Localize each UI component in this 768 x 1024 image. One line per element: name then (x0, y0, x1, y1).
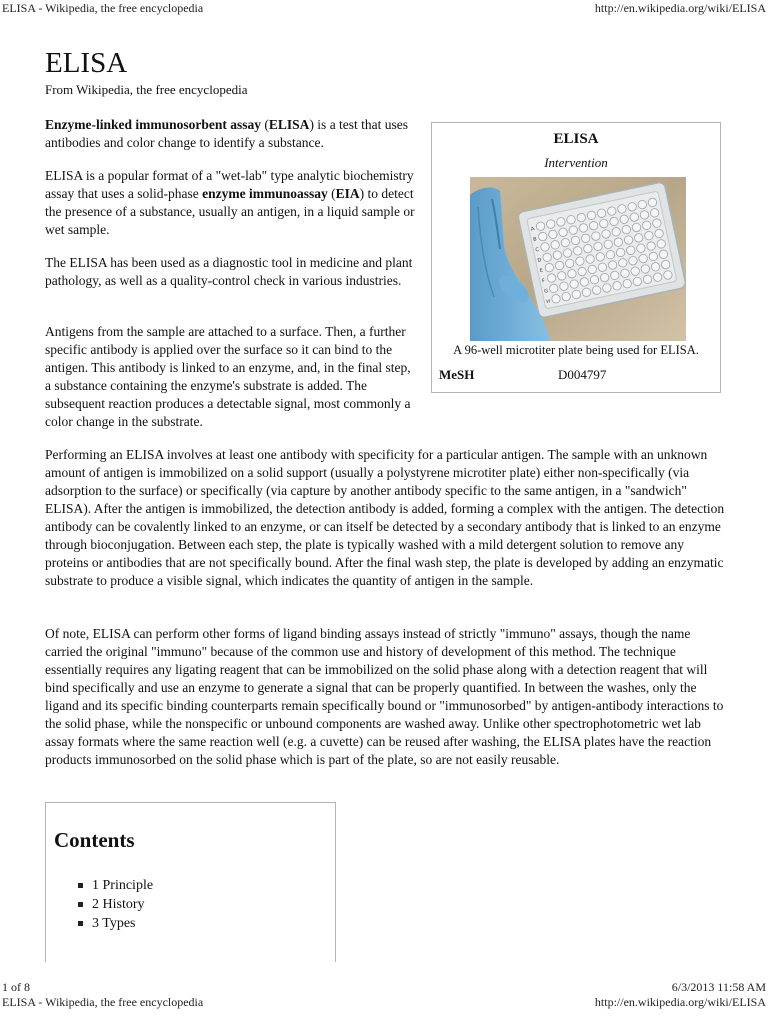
plate-row-letter: C (534, 246, 540, 254)
toc-item-history[interactable]: 2 History (76, 895, 153, 914)
paragraph-2 (45, 167, 415, 239)
infobox-mesh-label: MeSH (439, 367, 475, 382)
toc-list (76, 876, 153, 933)
footer-page-count: 1 of 8 (2, 980, 30, 994)
plate-row-letter: A (530, 226, 536, 233)
plate-row-letter: B (532, 236, 538, 244)
infobox-title: ELISA (553, 131, 599, 147)
p2-part1: ELISA is a popular format of a "wet-lab" type analytic biochemistry assay that uses a solid-phase (45, 168, 414, 201)
toc-title: Contents (54, 828, 135, 852)
plate-row-letter: H (545, 298, 551, 306)
p2-bold2: EIA (335, 186, 360, 201)
infobox (431, 122, 721, 393)
infobox-caption: A 96-well microtiter plate being used for ELISA. (453, 343, 699, 357)
intro-paragraph (45, 116, 415, 152)
plate-row-letter: D (537, 257, 543, 264)
footer-page-title: ELISA - Wikipedia, the free encyclopedia (2, 995, 204, 1009)
header-page-title: ELISA - Wikipedia, the free encyclopedia (2, 1, 204, 15)
page-title: ELISA (45, 47, 128, 79)
p2-part3: ) to detect the presence of a substance, usually an antigen, in a liquid sample or wet sample. (45, 186, 415, 237)
paragraph-4: Antigens from the sample are attached to a surface. Then, a further specific antibody is applied over the surface so it can bind to the antigen. This antibody is linked to an enzyme, and, in the final step, a substance containing the enzyme's substrate is added. The subsequent reaction produces a detectable signal, most commonly a color change in the substrate. (45, 324, 411, 429)
infobox-subtitle: Intervention (544, 155, 608, 170)
plate-row-letter: E (539, 267, 544, 275)
table-of-contents (45, 802, 336, 962)
intro-term: Enzyme-linked immunosorbent assay (45, 117, 262, 132)
infobox-mesh-value[interactable]: D004797 (558, 367, 607, 382)
page-subtitle: From Wikipedia, the free encyclopedia (45, 82, 248, 97)
paragraph-6: Of note, ELISA can perform other forms of ligand binding assays instead of strictly "immuno" assays, though the name carried the original "immuno" because of the common use and history of development of this method. The technique essentially requires any ligating reagent that can be immobilized on the solid phase along with a detection reagent that will bind specifically and use an enzyme to generate a signal that can be properly quantified. In between the washes, only the ligand and its specific binding counterparts remain specifically bound or "immunosorbed" by antigen-antibody interactions to the solid phase, while the nonspecific or unbound components are washed away. Unlike other spectrophotometric wet lab assay formats where the same reaction well (e.g. a cuvette) can be reused after washing, the ELISA plates have the reaction products immunosorbed on the solid phase which is part of the plate, so are not easily reusable. (45, 626, 724, 767)
header-url[interactable]: http://en.wikipedia.org/wiki/ELISA (594, 1, 766, 15)
p2-part2: ( (327, 186, 336, 201)
paragraph-3: The ELISA has been used as a diagnostic tool in medicine and plant pathology, as well as a quality-control check in various industries. (45, 255, 413, 288)
paragraph-5: Performing an ELISA involves at least one antibody with specificity for a particular antigen. The sample with an unknown amount of antigen is immobilized on a solid support (usually a polystyrene microtiter plate) either non-specifically (via adsorption to the surface) or specifically (via capture by another antibody specific to the same antigen, in a "sandwich" ELISA). After the antigen is immobilized, the detection antibody is added, forming a complex with the antigen. The detection antibody can be covalently linked to an enzyme, or can itself be detected by a secondary antibody that is linked to an enzyme through bioconjugation. Between each step, the plate is typically washed with a mild detergent solution to remove any proteins or antibodies that are not specifically bound. After the final wash step, the plate is developed by adding an enzymatic substrate to produce a visible signal, which indicates the quantity of antigen in the sample. (45, 447, 725, 588)
footer-datetime: 6/3/2013 11:58 AM (671, 980, 766, 994)
microtiter-plate-image[interactable] (470, 177, 686, 341)
intro-open-paren: ( (261, 117, 269, 132)
intro-rest: ) is a test that uses antibodies and color change to identify a substance. (45, 117, 409, 150)
plate-row-letter: F (541, 278, 546, 285)
footer-url[interactable]: http://en.wikipedia.org/wiki/ELISA (594, 995, 766, 1009)
toc-item-principle[interactable]: 1 Principle (76, 876, 153, 895)
intro-abbr: ELISA (268, 117, 310, 132)
plate-row-letter: G (543, 288, 549, 295)
p2-bold1: enzyme immunoassay (202, 186, 328, 201)
toc-item-types[interactable]: 3 Types (76, 914, 153, 933)
